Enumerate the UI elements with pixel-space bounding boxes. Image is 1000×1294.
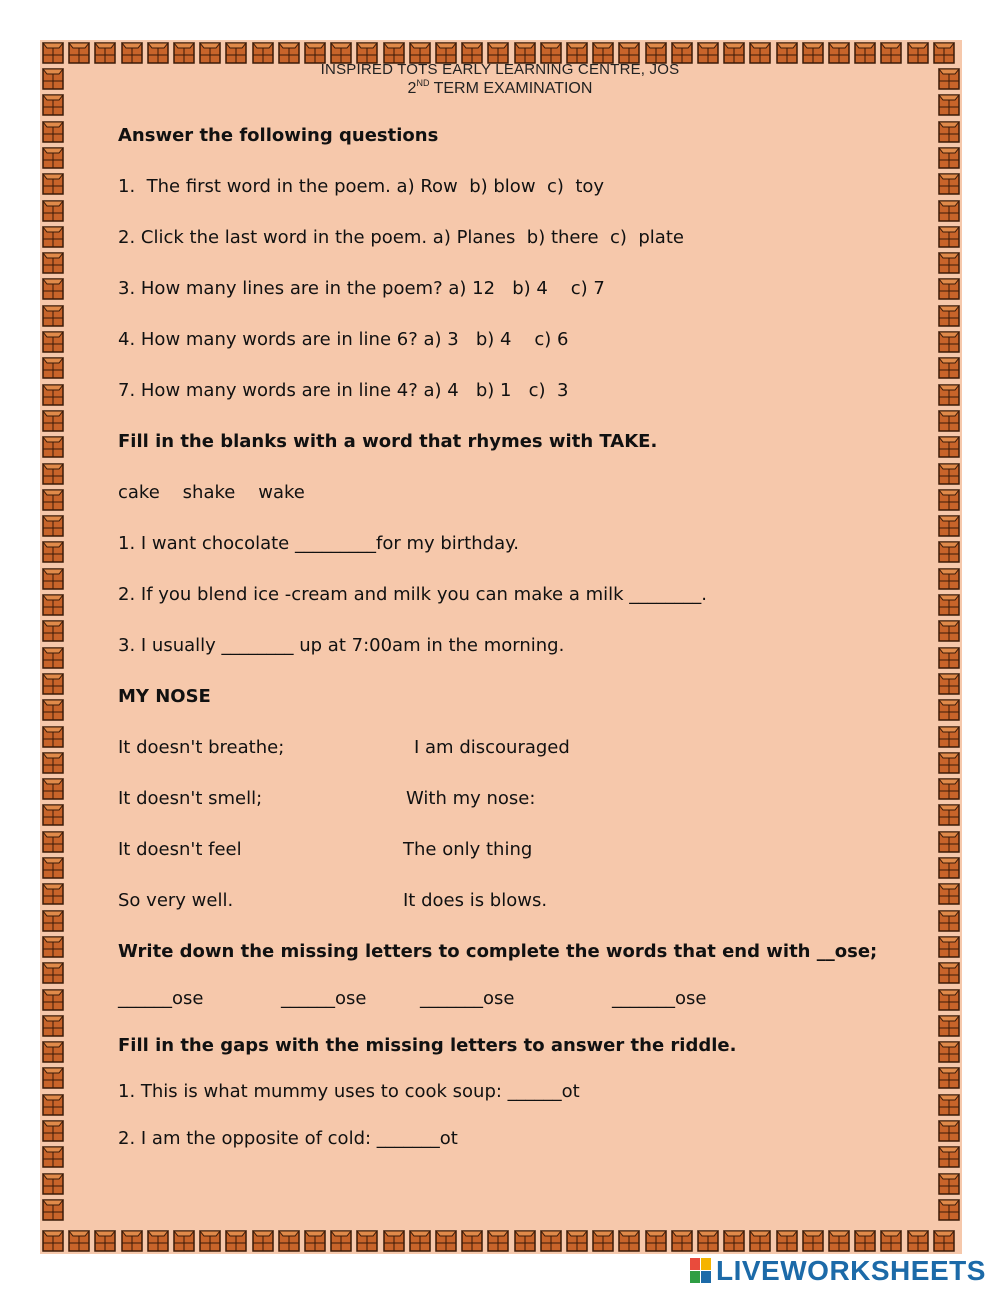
border-box-icon (42, 121, 64, 143)
border-box-icon (938, 989, 960, 1011)
section-heading-ose: Write down the missing letters to complete the words that end with __ose; (118, 941, 878, 962)
poem-line-1: It doesn't breathe; (118, 737, 285, 758)
border-box-icon (938, 594, 960, 616)
border-box-icon (514, 1230, 536, 1252)
border-box-icon (42, 936, 64, 958)
border-box-icon (42, 594, 64, 616)
border-box-icon (42, 541, 64, 563)
border-box-icon (938, 936, 960, 958)
poem-line-2: It doesn't smell; (118, 788, 263, 809)
border-box-icon (121, 1230, 143, 1252)
question-3: 3. How many lines are in the poem? a) 12 b) 4 c) 7 (118, 278, 605, 299)
border-box-icon (42, 489, 64, 511)
border-box-icon (938, 1041, 960, 1063)
border-box-icon (938, 1120, 960, 1142)
fill-blank-3: 3. I usually ________ up at 7:00am in the morning. (118, 635, 565, 656)
border-box-icon (938, 463, 960, 485)
border-box-icon (566, 1230, 588, 1252)
border-box-icon (42, 1041, 64, 1063)
poem-line-6: With my nose: (406, 788, 536, 809)
border-box-icon (42, 436, 64, 458)
border-box-icon (938, 357, 960, 379)
border-box-icon (697, 1230, 719, 1252)
border-box-icon (938, 1173, 960, 1195)
border-box-icon (42, 910, 64, 932)
word-bank: cake shake wake (118, 482, 305, 503)
border-box-icon (42, 1173, 64, 1195)
liveworksheets-brand: LIVEWORKSHEETS (716, 1255, 986, 1286)
border-box-icon (42, 778, 64, 800)
poem-line-7: The only thing (403, 839, 533, 860)
decorative-border-bottom (40, 1228, 962, 1254)
border-box-icon (42, 699, 64, 721)
border-box-icon (938, 568, 960, 590)
border-box-icon (42, 1015, 64, 1037)
border-box-icon (933, 1230, 955, 1252)
border-box-icon (94, 1230, 116, 1252)
border-box-icon (68, 1230, 90, 1252)
border-box-icon (278, 1230, 300, 1252)
border-box-icon (42, 384, 64, 406)
decorative-border-left (40, 66, 66, 1228)
border-box-icon (42, 331, 64, 353)
border-box-icon (938, 173, 960, 195)
border-box-icon (42, 647, 64, 669)
border-box-icon (938, 831, 960, 853)
border-box-icon (42, 962, 64, 984)
border-box-icon (42, 620, 64, 642)
border-box-icon (330, 1230, 352, 1252)
border-box-icon (252, 1230, 274, 1252)
border-box-icon (42, 1146, 64, 1168)
border-box-icon (42, 1094, 64, 1116)
section-heading-riddle: Fill in the gaps with the missing letters to answer the riddle. (118, 1035, 737, 1056)
border-box-icon (540, 1230, 562, 1252)
border-box-icon (938, 620, 960, 642)
border-box-icon (938, 1146, 960, 1168)
border-box-icon (592, 1230, 614, 1252)
border-box-icon (147, 1230, 169, 1252)
border-box-icon (938, 147, 960, 169)
border-box-icon (880, 1230, 902, 1252)
border-box-icon (42, 752, 64, 774)
border-box-icon (42, 515, 64, 537)
poem-line-4: So very well. (118, 890, 234, 911)
border-box-icon (938, 489, 960, 511)
border-box-icon (938, 226, 960, 248)
border-box-icon (42, 726, 64, 748)
border-box-icon (645, 1230, 667, 1252)
fill-blank-1: 1. I want chocolate _________for my birthday. (118, 533, 519, 554)
border-box-icon (42, 410, 64, 432)
border-box-icon (225, 1230, 247, 1252)
border-box-icon (938, 305, 960, 327)
border-box-icon (938, 384, 960, 406)
border-box-icon (42, 226, 64, 248)
poem-line-8: It does is blows. (403, 890, 548, 911)
school-name: INSPIRED TOTS EARLY LEARNING CENTRE, JOS (320, 61, 680, 78)
border-box-icon (435, 1230, 457, 1252)
border-box-icon (938, 541, 960, 563)
border-box-icon (938, 121, 960, 143)
border-box-icon (938, 962, 960, 984)
border-box-icon (776, 1230, 798, 1252)
question-4: 4. How many words are in line 6? a) 3 b) 4 c) 6 (118, 329, 569, 350)
border-box-icon (938, 673, 960, 695)
question-1: 1. The first word in the poem. a) Row b) blow c) toy (118, 176, 605, 197)
border-box-icon (42, 305, 64, 327)
decorative-border-right (936, 66, 962, 1228)
border-box-icon (356, 1230, 378, 1252)
border-box-icon (409, 1230, 431, 1252)
border-box-icon (42, 673, 64, 695)
riddle-2: 2. I am the opposite of cold: _______ot (118, 1128, 458, 1149)
ose-blank-2[interactable]: ______ose (281, 988, 367, 1009)
border-box-icon (938, 1094, 960, 1116)
border-box-icon (802, 1230, 824, 1252)
border-box-icon (173, 1230, 195, 1252)
border-box-icon (618, 1230, 640, 1252)
border-box-icon (42, 1120, 64, 1142)
border-box-icon (671, 1230, 693, 1252)
border-box-icon (938, 331, 960, 353)
border-box-icon (938, 200, 960, 222)
border-box-icon (938, 647, 960, 669)
border-box-icon (487, 1230, 509, 1252)
border-box-icon (42, 568, 64, 590)
border-box-icon (938, 515, 960, 537)
border-box-icon (938, 1199, 960, 1221)
ose-blank-3[interactable]: _______ose (420, 988, 515, 1009)
border-box-icon (42, 357, 64, 379)
border-box-icon (42, 1199, 64, 1221)
section-heading-rhymes: Fill in the blanks with a word that rhymes with TAKE. (118, 431, 658, 452)
border-box-icon (383, 1230, 405, 1252)
border-box-icon (42, 883, 64, 905)
border-box-icon (938, 804, 960, 826)
border-box-icon (938, 278, 960, 300)
border-box-icon (42, 989, 64, 1011)
border-box-icon (938, 778, 960, 800)
liveworksheets-logo[interactable] (690, 1254, 990, 1288)
question-7: 7. How many words are in line 4? a) 4 b) 1 c) 3 (118, 380, 569, 401)
poem-title: MY NOSE (118, 686, 211, 707)
border-box-icon (938, 910, 960, 932)
border-box-icon (938, 726, 960, 748)
border-box-icon (42, 831, 64, 853)
question-2: 2. Click the last word in the poem. a) Planes b) there c) plate (118, 227, 684, 248)
border-box-icon (854, 1230, 876, 1252)
ose-blank-4[interactable]: _______ose (612, 988, 707, 1009)
border-box-icon (938, 699, 960, 721)
section-heading-questions: Answer the following questions (118, 125, 439, 146)
border-box-icon (938, 1067, 960, 1089)
border-box-icon (938, 1015, 960, 1037)
exam-title: 2ND TERM EXAMINATION (407, 78, 593, 97)
border-box-icon (42, 857, 64, 879)
border-box-icon (304, 1230, 326, 1252)
border-box-icon (938, 410, 960, 432)
border-box-icon (199, 1230, 221, 1252)
border-box-icon (42, 463, 64, 485)
liveworksheets-logo-icon (690, 1258, 712, 1284)
poem-line-5: I am discouraged (414, 737, 570, 758)
border-box-icon (42, 804, 64, 826)
border-box-icon (723, 1230, 745, 1252)
border-box-icon (42, 147, 64, 169)
fill-blank-2: 2. If you blend ice -cream and milk you can make a milk ________. (118, 584, 707, 605)
border-box-icon (749, 1230, 771, 1252)
border-box-icon (461, 1230, 483, 1252)
border-box-icon (907, 1230, 929, 1252)
border-box-icon (42, 278, 64, 300)
border-box-icon (42, 252, 64, 274)
ose-blank-1[interactable]: ______ose (118, 988, 204, 1009)
border-box-icon (42, 173, 64, 195)
riddle-1: 1. This is what mummy uses to cook soup: ______ot (118, 1081, 580, 1102)
border-box-icon (938, 436, 960, 458)
border-box-icon (42, 1230, 64, 1252)
border-box-icon (938, 752, 960, 774)
poem-line-3: It doesn't feel (118, 839, 242, 860)
border-box-icon (938, 883, 960, 905)
border-box-icon (938, 252, 960, 274)
border-box-icon (938, 857, 960, 879)
border-box-icon (828, 1230, 850, 1252)
border-box-icon (42, 200, 64, 222)
border-box-icon (42, 1067, 64, 1089)
